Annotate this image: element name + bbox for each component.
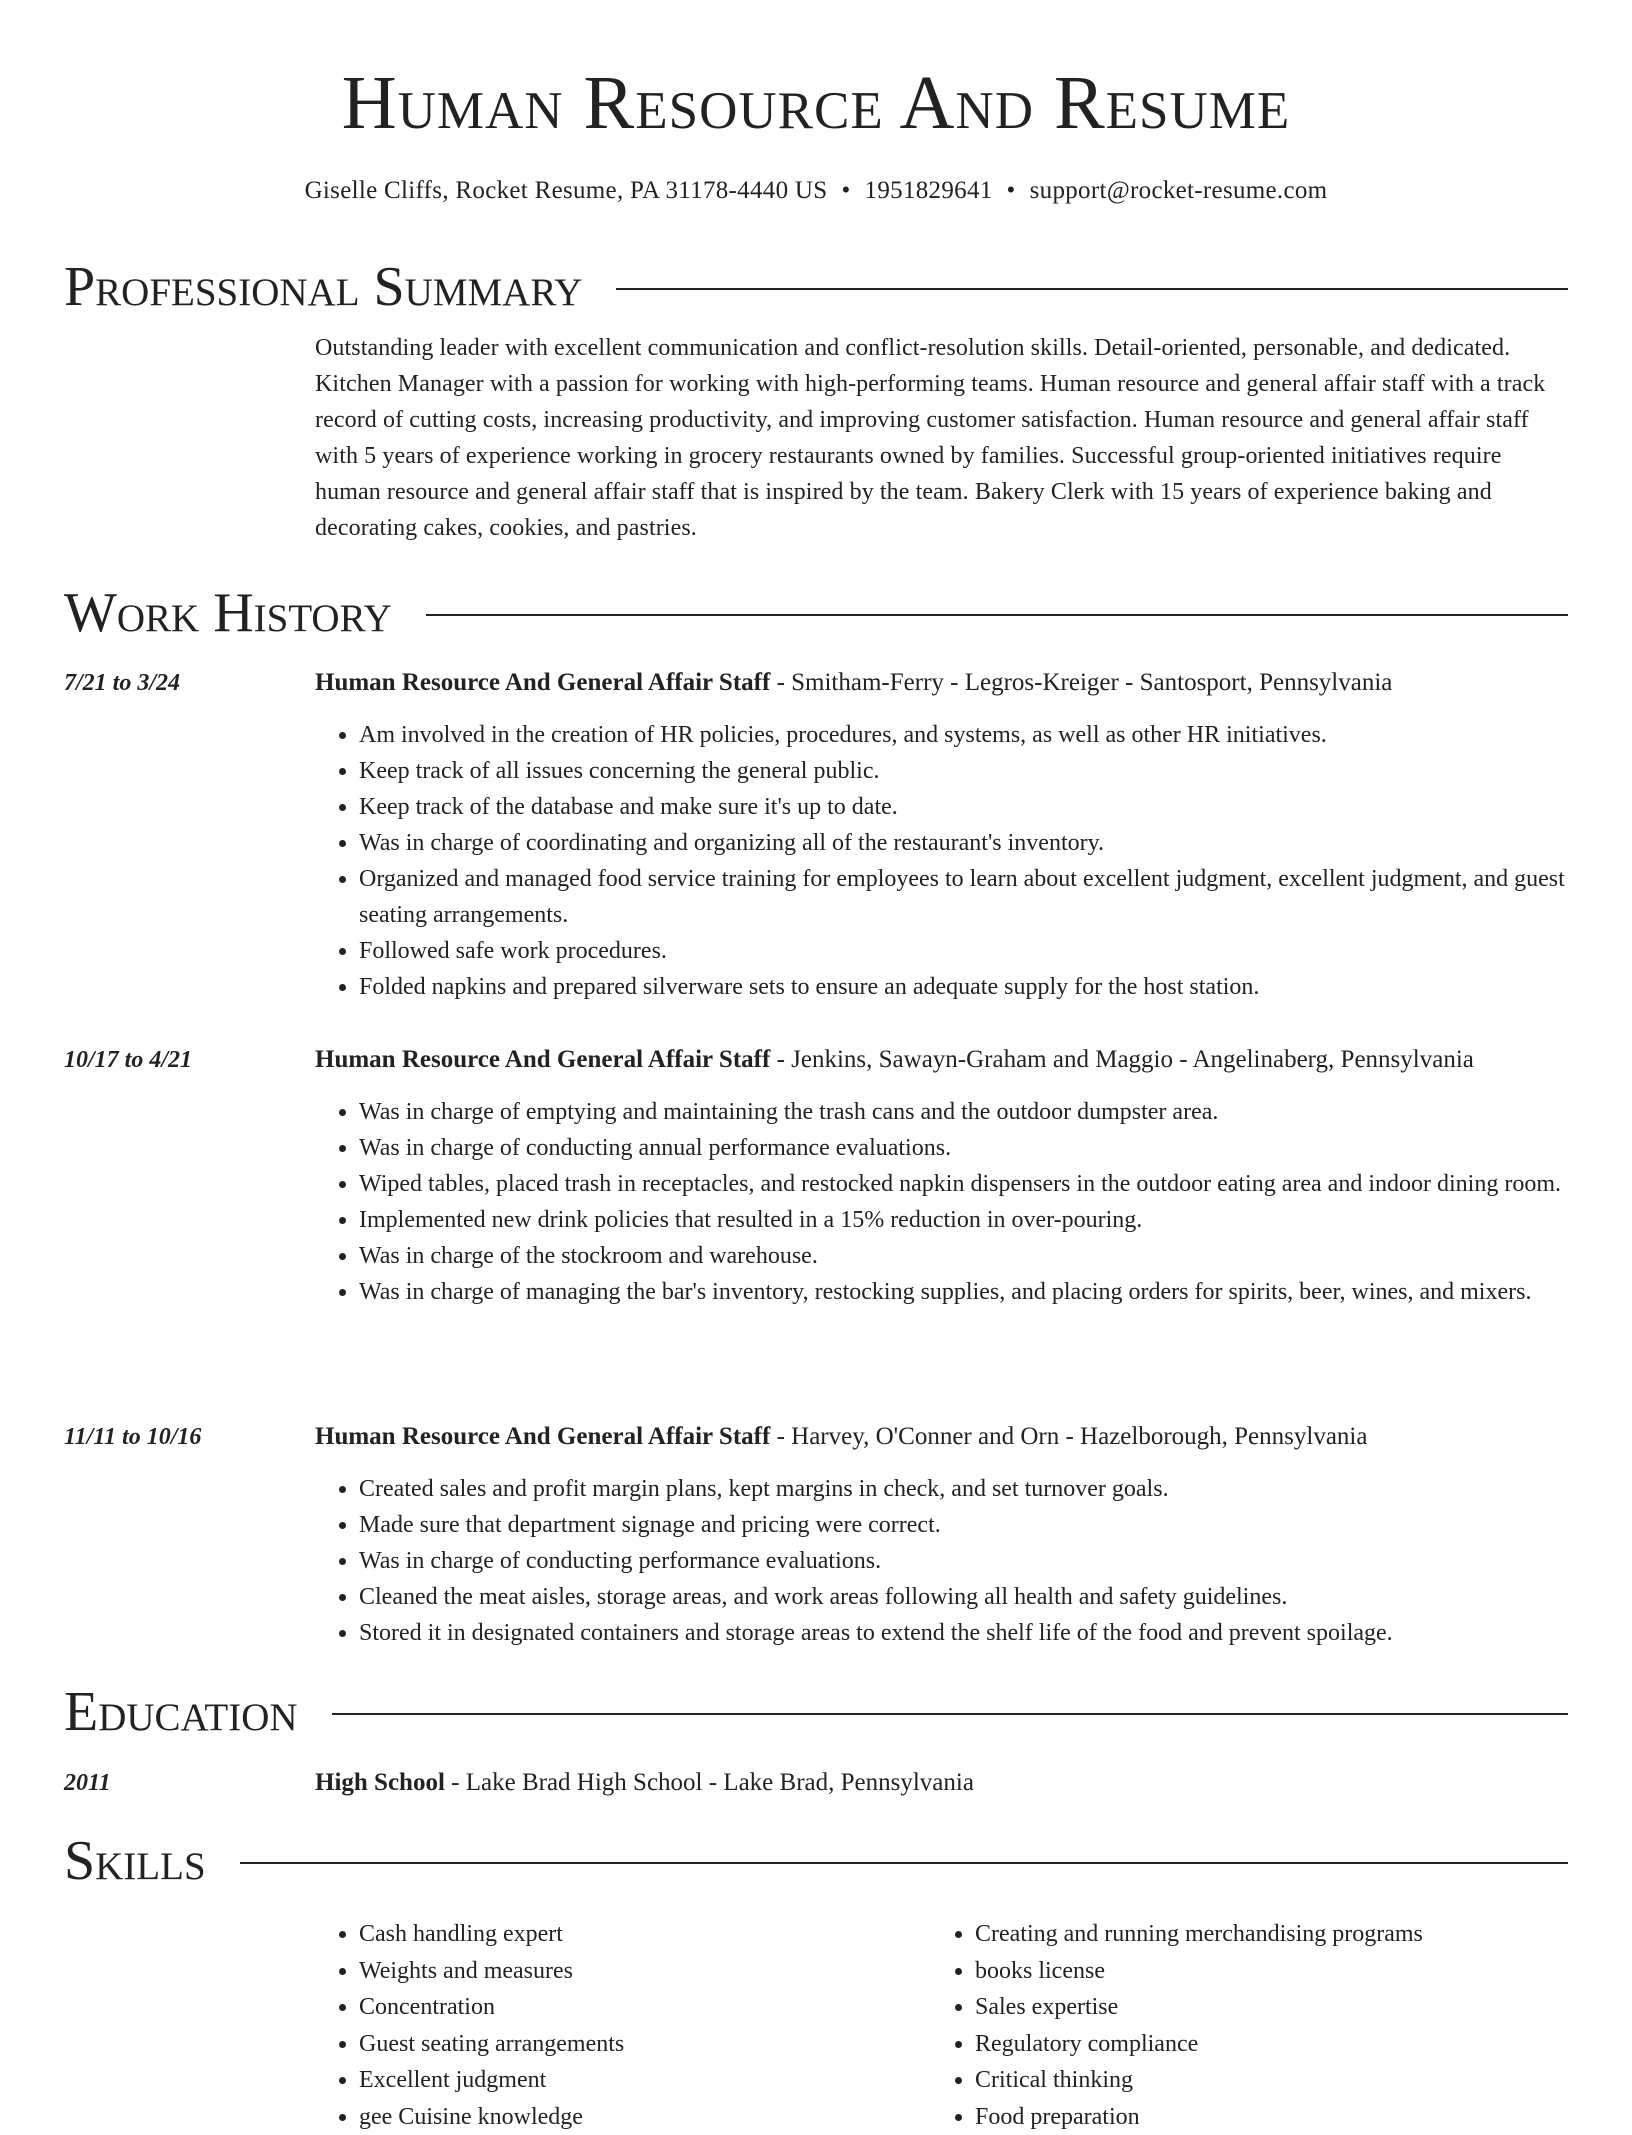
job-title: Human Resource And General Affair Staff — [315, 1046, 770, 1073]
skill-item: • Excellent judgment — [359, 2062, 931, 2099]
work-entry — [64, 1042, 1568, 1310]
section-divider — [426, 614, 1568, 616]
skill-item: • books license — [975, 1953, 1547, 1990]
section-header — [64, 252, 1568, 322]
school-location: - Lake Brad High School - Lake Brad, Pennsylvania — [445, 1769, 974, 1796]
skill-item: • Creating and running merchandising programs — [975, 1916, 1547, 1953]
education-entry-body — [315, 1765, 1568, 1801]
list-item: • Cleaned the meat aisles, storage areas, and work areas following all health and safety guidelines. — [359, 1579, 1568, 1615]
list-item: • Am involved in the creation of HR policies, procedures, and systems, as well as other HR initiatives. — [359, 717, 1568, 753]
education-entry — [64, 1765, 1568, 1801]
job-duties-list — [315, 1471, 1568, 1651]
contact-phone: 1951829641 — [865, 177, 993, 204]
list-item: • Stored it in designated containers and storage areas to extend the shelf life of the food and prevent spoilage. — [359, 1615, 1568, 1651]
list-item: • Was in charge of conducting performance evaluations. — [359, 1543, 1568, 1579]
work-entry-content — [64, 1419, 1568, 1651]
work-entry-dates: 10/17 to 4/21 — [64, 1042, 304, 1078]
work-entry-heading — [315, 665, 1568, 701]
list-item: • Keep track of the database and make sure it's up to date. — [359, 789, 1568, 825]
section-divider — [616, 288, 1568, 290]
education-entry-content — [64, 1765, 1568, 1801]
job-title: Human Resource And General Affair Staff — [315, 1423, 770, 1450]
contact-address: Giselle Cliffs, Rocket Resume, PA 31178-4440 US — [305, 177, 828, 204]
education-section — [64, 1677, 1568, 1747]
summary-paragraph: Outstanding leader with excellent communication and conflict-resolution skills. Detail-oriented, personable, and dedicated. Kitchen Manager with a passion for working with high-performing teams. Human resource and general affair staff with a track record of cutting costs, increasing productivity, and improving customer satisfaction. Human resource and general affair staff with 5 years of experience working in grocery restaurants owned by families. Successful group-oriented initiatives require human resource and general affair staff that is inspired by the team. Bakery Clerk with 15 years of experience baking and decorating cakes, cookies, and pastries. — [315, 330, 1568, 546]
skills-column-left — [315, 1916, 931, 2135]
work-entry-heading — [315, 1042, 1568, 1078]
employer-location: - Harvey, O'Conner and Orn - Hazelborough, Pennsylvania — [770, 1423, 1367, 1450]
skill-item: • Critical thinking — [975, 2062, 1547, 2099]
section-title: Skills — [64, 1826, 206, 1896]
work-entry-content — [64, 1042, 1568, 1310]
skill-item: • Weights and measures — [359, 1953, 931, 1990]
work-entry-heading — [315, 1419, 1568, 1455]
employer-location: - Smitham-Ferry - Legros-Kreiger - Santosport, Pennsylvania — [770, 669, 1392, 696]
skill-item: • Concentration — [359, 1989, 931, 2026]
section-divider — [240, 1862, 1568, 1864]
list-item: • Implemented new drink policies that resulted in a 15% reduction in over-pouring. — [359, 1202, 1568, 1238]
section-title: Professional Summary — [64, 252, 582, 322]
contact-email: support@rocket-resume.com — [1030, 177, 1328, 204]
skill-item: • gee Cuisine knowledge — [359, 2099, 931, 2135]
list-item: • Was in charge of managing the bar's inventory, restocking supplies, and placing orders for spirits, beer, wines, and mixers. — [359, 1274, 1568, 1310]
skill-item: • Food preparation — [975, 2099, 1547, 2135]
job-duties-list — [315, 1094, 1568, 1310]
skills-column-right — [931, 1916, 1547, 2135]
skills-section — [64, 1826, 1568, 2135]
contact-separator: • — [1007, 173, 1016, 209]
skill-item: • Guest seating arrangements — [359, 2026, 931, 2063]
skill-item: • Cash handling expert — [359, 1916, 931, 1953]
section-title: Work History — [64, 578, 392, 648]
section-header — [64, 1677, 1568, 1747]
list-item: • Keep track of all issues concerning the general public. — [359, 753, 1568, 789]
education-heading — [315, 1765, 1568, 1801]
skills-columns — [315, 1916, 1568, 2135]
skill-item: • Sales expertise — [975, 1989, 1547, 2026]
section-header — [64, 578, 1568, 648]
work-entry-body — [315, 1419, 1568, 1651]
list-item: • Was in charge of emptying and maintaining the trash cans and the outdoor dumpster area. — [359, 1094, 1568, 1130]
skills-list — [315, 1916, 931, 2135]
section-divider — [332, 1713, 1568, 1715]
section-title: Education — [64, 1677, 298, 1747]
resume-name-title: Human Resource And Resume — [0, 58, 1632, 148]
contact-line — [0, 173, 1632, 209]
list-item: • Wiped tables, placed trash in receptacles, and restocked napkin dispensers in the outdoor eating area and indoor dining room. — [359, 1166, 1568, 1202]
list-item: • Created sales and profit margin plans, kept margins in check, and set turnover goals. — [359, 1471, 1568, 1507]
list-item: • Was in charge of coordinating and organizing all of the restaurant's inventory. — [359, 825, 1568, 861]
skill-item: • Regulatory compliance — [975, 2026, 1547, 2063]
list-item: • Followed safe work procedures. — [359, 933, 1568, 969]
education-year: 2011 — [64, 1765, 304, 1801]
work-entry-content — [64, 665, 1568, 1005]
job-title: Human Resource And General Affair Staff — [315, 669, 770, 696]
degree: High School — [315, 1769, 445, 1796]
work-entry-dates: 7/21 to 3/24 — [64, 665, 304, 701]
job-duties-list — [315, 717, 1568, 1005]
list-item: • Organized and managed food service training for employees to learn about excellent judgment, excellent judgment, and guest seating arrangements. — [359, 861, 1568, 933]
professional-summary-section — [64, 252, 1568, 546]
list-item: • Was in charge of conducting annual performance evaluations. — [359, 1130, 1568, 1166]
work-entry-body — [315, 1042, 1568, 1310]
list-item: • Made sure that department signage and pricing were correct. — [359, 1507, 1568, 1543]
work-history-section — [64, 578, 1568, 648]
section-header — [64, 1826, 1568, 1896]
work-entry-body — [315, 665, 1568, 1005]
work-entry — [64, 1419, 1568, 1651]
employer-location: - Jenkins, Sawayn-Graham and Maggio - Angelinaberg, Pennsylvania — [770, 1046, 1474, 1073]
list-item: • Was in charge of the stockroom and warehouse. — [359, 1238, 1568, 1274]
work-entry — [64, 665, 1568, 1005]
list-item: • Folded napkins and prepared silverware sets to ensure an adequate supply for the host station. — [359, 969, 1568, 1005]
skills-list — [931, 1916, 1547, 2135]
contact-separator: • — [841, 173, 850, 209]
work-entry-dates: 11/11 to 10/16 — [64, 1419, 304, 1455]
